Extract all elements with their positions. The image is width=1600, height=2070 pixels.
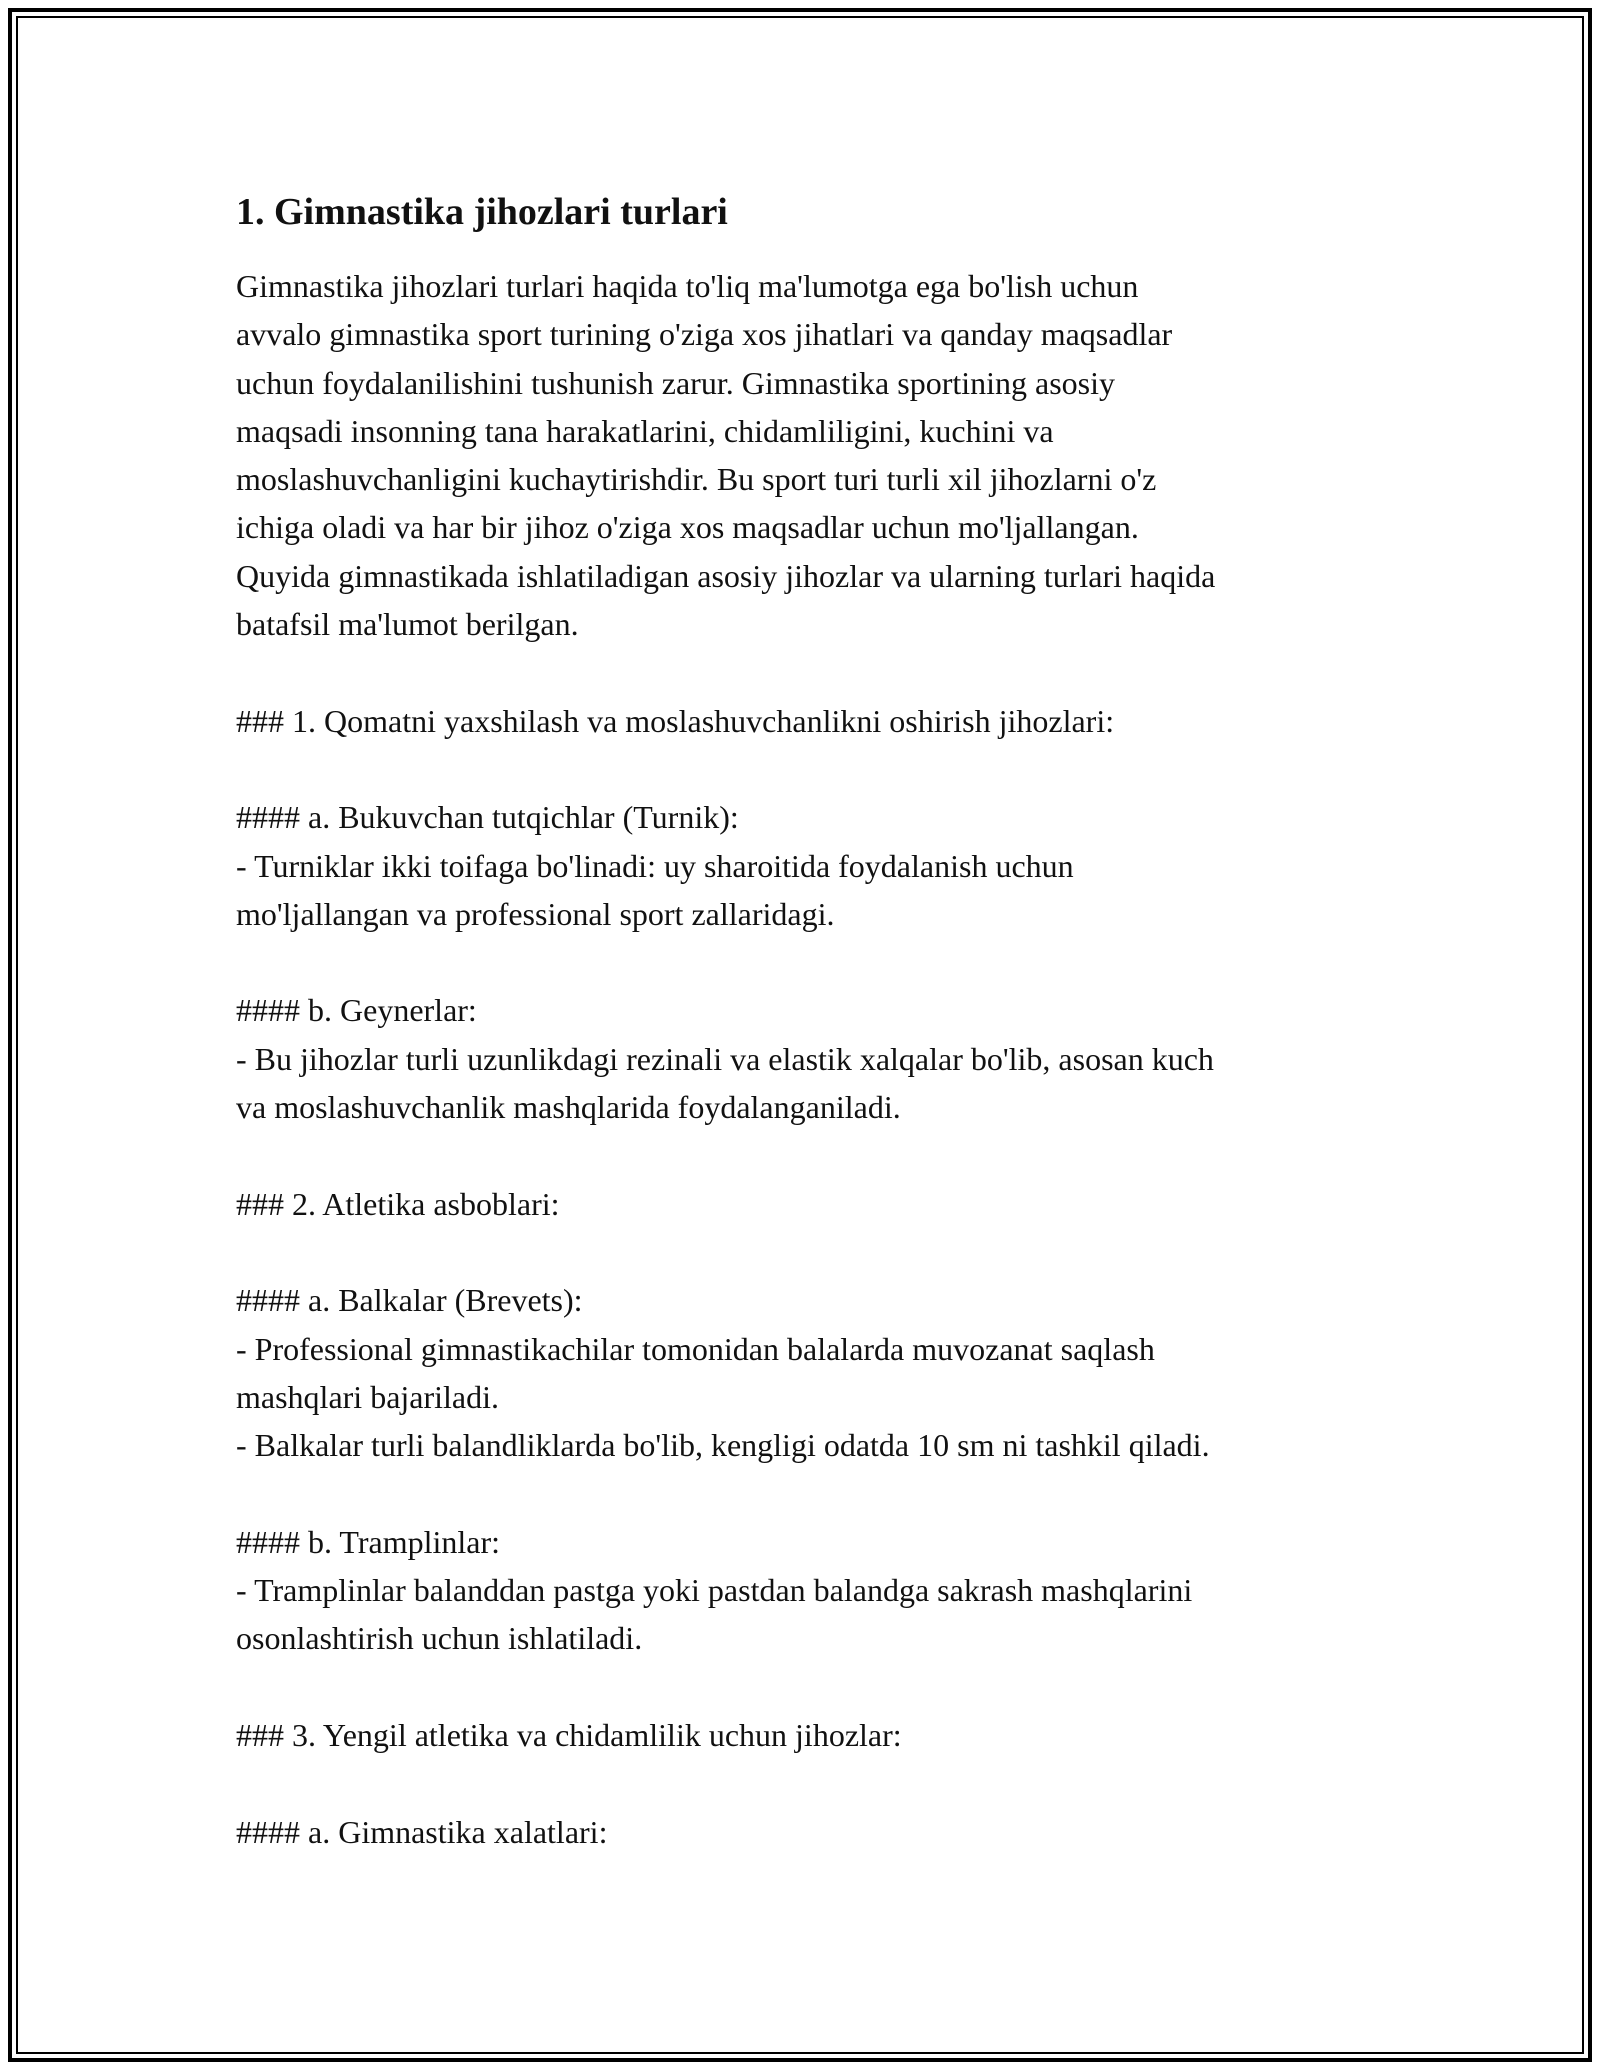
subsection-balkalar: #### a. Balkalar (Brevets): - Professional gimnastikachilar tomonidan balalarda muvozanat saqlash mashqlari bajariladi. - Balkalar turli balandliklarda bo'lib, kengligi odatda 10 sm ni tashkil qiladi. — [236, 1282, 1210, 1464]
intro-paragraph: Gimnastika jihozlari turlari haqida to'liq ma'lumotga ega bo'lish uchun avvalo gimnastika sport turining o'ziga xos jihatlari va qanday maqsadlar uchun foydalanilishini tushunish zarur. Gimnastika sportining asosiy maqsadi insonning tana harakatlarini, chidamliligini, kuchini va moslashuvchanligini kuchaytirishdir. Bu sport turi turli xil jihozlarni o'z ichiga oladi va har bir jihoz o'ziga xos maqsadlar uchun mo'ljallangan. Quyida gimnastikada ishlatiladigan asosiy jihozlar va ularning turlari haqida batafsil ma'lumot berilgan. — [236, 268, 1216, 643]
document-body — [236, 188, 1366, 1856]
section-heading-3: ### 3. Yengil atletika va chidamlilik uchun jihozlar: — [236, 1716, 902, 1753]
document-title: 1. Gimnastika jihozlari turlari — [236, 191, 728, 233]
subsection-geynerlar: #### b. Geynerlar: - Bu jihozlar turli uzunlikdagi rezinali va elastik xalqalar bo'lib, asosan kuch va moslashuvchanlik mashqlarida foydalanganiladi. — [236, 992, 1214, 1126]
subsection-xalatlar: #### a. Gimnastika xalatlari: — [236, 1813, 608, 1850]
section-heading-1: ### 1. Qomatni yaxshilash va moslashuvchanlikni oshirish jihozlari: — [236, 702, 1115, 739]
subsection-turnik: #### a. Bukuvchan tutqichlar (Turnik): - Turniklar ikki toifaga bo'linadi: uy sharoitida foydalanish uchun mo'ljallangan va professional sport zallaridagi. — [236, 799, 1074, 932]
subsection-tramplinlar: #### b. Tramplinlar: - Tramplinlar balanddan pastga yoki pastdan balandga sakrash mashqlarini osonlashtirish uchun ishlatiladi. — [236, 1523, 1193, 1657]
section-heading-2: ### 2. Atletika asboblari: — [236, 1185, 560, 1222]
